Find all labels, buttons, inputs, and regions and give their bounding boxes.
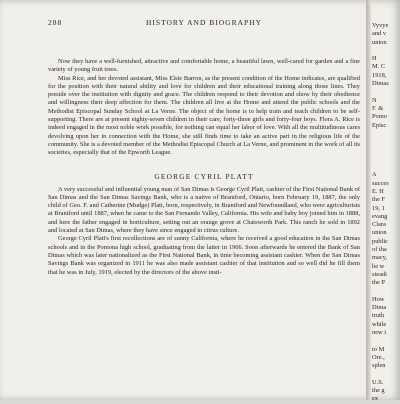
facing-page-line: new i	[372, 328, 387, 336]
facing-page-line: the g	[372, 387, 385, 395]
running-head	[48, 18, 360, 30]
facing-page-line	[372, 155, 400, 163]
facing-page-line: M. C	[372, 63, 386, 71]
bio-text	[48, 186, 360, 277]
facing-page-line	[372, 146, 400, 154]
facing-page-line: How	[372, 295, 385, 303]
section-heading: GEORGE CYRIL PLATT	[154, 171, 254, 181]
facing-page-line: and v	[372, 30, 387, 38]
facing-page-line: U.S.	[372, 378, 384, 386]
facing-page-line: Dima	[372, 304, 387, 312]
facing-page-line	[372, 130, 400, 138]
facing-page-line: union	[372, 38, 387, 46]
facing-page-line: Clara	[372, 221, 386, 229]
facing-page-line	[372, 288, 400, 296]
facing-page-line: while	[372, 320, 387, 328]
facing-page-line: Ore.,	[372, 353, 385, 361]
facing-page-line: succes	[372, 179, 389, 187]
facing-page-line: splen	[372, 362, 386, 370]
facing-page-line: E. H	[372, 187, 384, 195]
facing-page-line: of tha	[372, 246, 387, 254]
running-title: HISTORY AND BIOGRAPHY	[145, 18, 262, 27]
facing-page-line: public	[372, 237, 388, 245]
facing-page-line	[372, 163, 400, 171]
facing-page-line: F. &	[372, 104, 384, 112]
intro-paragraph: Now they have a well-furnished, attractive and comfortable home, a beautiful lawn, well-cared for garden and a fine variety of young fruit trees.	[48, 58, 360, 74]
bio-paragraph: George Cyril Platt's first recollections are of sunny California, where he received a good education in the San Dimas schools and in the Pomona high school, graduating from the latter in 1906. Soon afterwards he entered the Bank of San Dimas which was later nationalized as the First National Bank, in time becoming assistant cashier. When the San Dimas Savings Bank was organized in 1911 he was also made assistant cashier of that institution and so well did he fill them that he was in July, 1919, elected by the directors of the above insti-	[48, 235, 360, 276]
facing-page-line: steadi	[372, 270, 387, 278]
facing-page-line	[372, 88, 400, 96]
left-page-column	[48, 18, 360, 277]
facing-page-line: he w	[372, 262, 385, 270]
facing-page-column	[372, 22, 400, 404]
facing-page-line: Vyvye	[372, 22, 389, 29]
facing-page-line: 19, 1	[372, 204, 385, 212]
bio-paragraph: A very successful and influential young man of San Dimas is George Cyril Platt, cashier of the First National Bank of San Dimas and the San Dimas Savings Bank, who is a native of Brantford, Ontario, born February 19, 1887, the only child of Geo. F. and Catherine (Mudge) Platt, born, respectively, in Brantford and Newfoundland, who were agriculturists at Brantford until 1887, when he came to the San Fernando Valley, California. His wife and baby boy joined him in 1888, and here the father engaged in horticulture, setting out an orange grove at Chatsworth Park. This ranch he sold in 1892 and located at San Dimas, where they have since engaged in citrus culture.	[48, 185, 360, 235]
facing-page-line: H	[372, 55, 377, 63]
facing-page-line: the P	[372, 279, 385, 287]
facing-page-line: Pomo	[372, 113, 387, 121]
facing-page-line: the F	[372, 196, 385, 204]
page-number: 288	[48, 18, 63, 27]
facing-page-line: N	[372, 96, 377, 104]
facing-page-line	[372, 47, 400, 55]
facing-page-line: evang	[372, 212, 388, 220]
intro-text	[48, 58, 360, 158]
facing-page-line: Dimas	[372, 80, 389, 88]
facing-page-line: Episc	[372, 121, 387, 129]
intro-paragraph: Miss Rice, and her devoted assistant, Miss Elsie Barron, as the present condition of the Home indicates, are qualified for the position with their natural ability and love for children and their educational training along those lines. They preside over the institution with dignity and grace. The children respond to their devotion and show by their obedience and willingness their deep affection for them. The children all live at the Home and attend the public schools and the Methodist Episcopal Sunday School at La Verne. The object of the home is to help train and teach children to be self-supporting. There are at present eighty-seven children in their care, forty-three girls and forty-four boys. Flora A. Rice is indeed engaged in the most noble work possible, for nothing can equal her labor of love. With all the multitudinous cares devolving upon her in connection with the Home, she still finds time to take an active part in the religious life of the community. She is a devoted member of the Methodist Episcopal Church at La Verne, and prominent in the work of all its societies, especially that of the Epworth League.	[48, 74, 360, 157]
facing-page-line: 1918,	[372, 71, 387, 79]
facing-page-line	[372, 138, 400, 146]
facing-page-line: truth	[372, 312, 385, 320]
facing-page-line	[372, 370, 400, 378]
facing-page-line: union	[372, 229, 387, 237]
facing-page-line: A	[372, 171, 377, 179]
facing-page-line: macy,	[372, 254, 388, 262]
facing-page-line: ex	[372, 395, 379, 403]
book-gutter	[366, 0, 371, 400]
facing-page-line	[372, 337, 400, 345]
facing-page-line: to M	[372, 345, 385, 353]
